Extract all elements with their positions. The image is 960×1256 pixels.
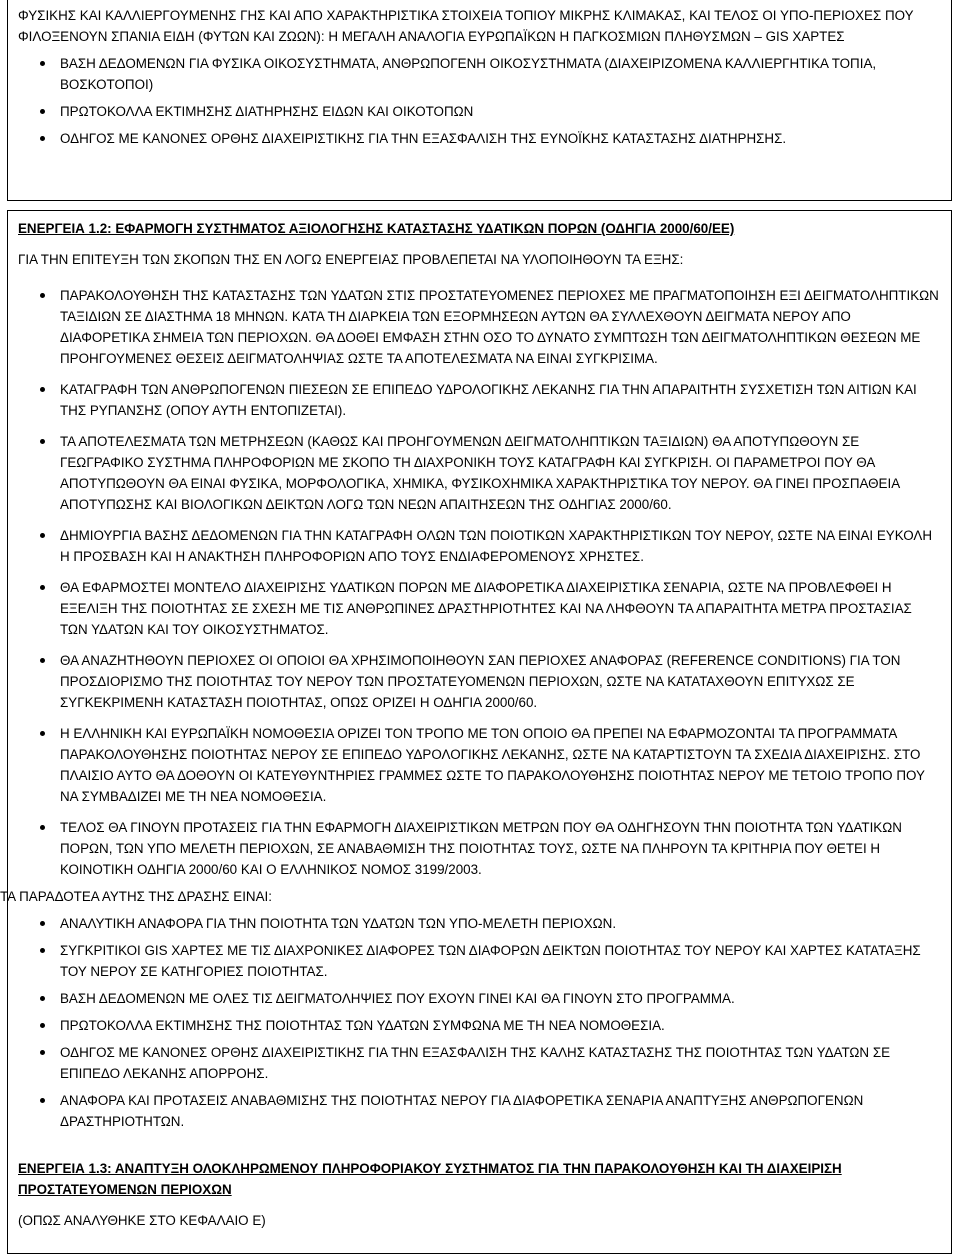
section-action-1-2 [0, 218, 942, 1132]
list-item: ΠΡΩΤΟΚΟΛΛΑ ΕΚΤΙΜΗΣΗΣ ΤΗΣ ΠΟΙΟΤΗΤΑΣ ΤΩΝ ΥΔΑΤΩΝ ΣΥΜΦΩΝΑ ΜΕ ΤΗ ΝΕΑ ΝΟΜΟΘΕΣΙΑ. [18, 1015, 942, 1036]
list-item: ΤΑ ΑΠΟΤΕΛΕΣΜΑΤΑ ΤΩΝ ΜΕΤΡΗΣΕΩΝ (ΚΑΘΩΣ ΚΑΙ ΠΡΟΗΓΟΥΜΕΝΩΝ ΔΕΙΓΜΑΤΟΛΗΠΤΙΚΩΝ ΤΑΞΙΔΙΩΝ) ΘΑ ΑΠΟΤΥΠΩΘΟΥΝ ΣΕ ΓΕΩΓΡΑΦΙΚΟ ΣΥΣΤΗΜΑ ΠΛΗΡΟΦΟΡΙΩΝ ΜΕ ΣΚΟΠΟ ΤΗ ΔΙΑΧΡΟΝΙΚΗ ΤΟΥΣ ΚΑΤΑΓΡΑΦΗ ΚΑΙ ΣΥΓΚΡΙΣΗ. ΟΙ ΠΑΡΑΜΕΤΡΟΙ ΠΟΥ ΘΑ ΑΠΟΤΥΠΩΘΟΥΝ ΘΑ ΕΙΝΑΙ ΦΥΣΙΚΑ, ΜΟΡΦΟΛΟΓΙΚΑ, ΧΗΜΙΚΑ, ΦΥΣΙΚΟΧΗΜΙΚΑ ΧΑΡΑΚΤΗΡΙΣΤΙΚΑ ΤΟΥ ΝΕΡΟΥ. ΘΑ ΓΙΝΕΙ ΠΡΟΣΠΑΘΕΙΑ ΑΠΟΤΥΠΩΣΗΣ ΚΑΙ ΒΙΟΛΟΓΙΚΩΝ ΔΕΙΚΤΩΝ ΛΟΓΩ ΤΩΝ ΝΕΩΝ ΑΠΑΙΤΗΣΕΩΝ ΤΗΣ ΟΔΗΓΙΑΣ 2000/60. [18, 431, 942, 515]
list-item: ΑΝΑΛΥΤΙΚΗ ΑΝΑΦΟΡΑ ΓΙΑ ΤΗΝ ΠΟΙΟΤΗΤΑ ΤΩΝ ΥΔΑΤΩΝ ΤΩΝ ΥΠΟ-ΜΕΛΕΤΗ ΠΕΡΙΟΧΩΝ. [18, 913, 942, 934]
list-item: ΔΗΜΙΟΥΡΓΙΑ ΒΑΣΗΣ ΔΕΔΟΜΕΝΩΝ ΓΙΑ ΤΗΝ ΚΑΤΑΓΡΑΦΗ ΟΛΩΝ ΤΩΝ ΠΟΙΟΤΙΚΩΝ ΧΑΡΑΚΤΗΡΙΣΤΙΚΩΝ ΤΟΥ ΝΕΡΟΥ, ΩΣΤΕ ΝΑ ΕΙΝΑΙ ΕΥΚΟΛΗ Η ΠΡΟΣΒΑΣΗ ΚΑΙ Η ΑΝΑΚΤΗΣΗ ΠΛΗΡΟΦΟΡΙΩΝ ΑΠΟ ΤΟΥΣ ΕΝΔΙΑΦΕΡΟΜΕΝΟΥΣ ΧΡΗΣΤΕΣ. [18, 525, 942, 567]
list-item: ΘΑ ΑΝΑΖΗΤΗΘΟΥΝ ΠΕΡΙΟΧΕΣ ΟΙ ΟΠΟΙΟΙ ΘΑ ΧΡΗΣΙΜΟΠΟΙΗΘΟΥΝ ΣΑΝ ΠΕΡΙΟΧΕΣ ΑΝΑΦΟΡΑΣ (REFERENCE CONDITIONS) ΓΙΑ ΤΟΝ ΠΡΟΣΔΙΟΡΙΣΜΟ ΤΗΣ ΠΟΙΟΤΗΤΑΣ ΤΟΥ ΝΕΡΟΥ ΤΩΝ ΠΡΟΣΤΑΤΕΥΟΜΕΝΩΝ ΠΕΡΙΟΧΩΝ, ΩΣΤΕ ΝΑ ΚΑΤΑΤΑΧΘΟΥΝ ΕΠΙΤΥΧΩΣ ΣΕ ΣΥΓΚΕΚΡΙΜΕΝΗ ΚΑΤΑΣΤΑΣΗ ΠΟΙΟΤΗΤΑΣ, ΟΠΩΣ ΟΡΙΖΕΙ Η ΟΔΗΓΙΑ 2000/60. [18, 650, 942, 713]
section-note: (ΟΠΩΣ ΑΝΑΛΥΘΗΚΕ ΣΤΟ ΚΕΦΑΛΑΙΟ Ε) [18, 1213, 266, 1228]
list-item: ΒΑΣΗ ΔΕΔΟΜΕΝΩΝ ΜΕ ΟΛΕΣ ΤΙΣ ΔΕΙΓΜΑΤΟΛΗΨΙΕΣ ΠΟΥ ΕΧΟΥΝ ΓΙΝΕΙ ΚΑΙ ΘΑ ΓΙΝΟΥΝ ΣΤΟ ΠΡΟΓΡΑΜΜΑ. [18, 988, 942, 1009]
action-bullet-list [18, 285, 942, 880]
top-bullet-list [18, 53, 942, 149]
list-item: ΚΑΤΑΓΡΑΦΗ ΤΩΝ ΑΝΘΡΩΠΟΓΕΝΩΝ ΠΙΕΣΕΩΝ ΣΕ ΕΠΙΠΕΔΟ ΥΔΡΟΛΟΓΙΚΗΣ ΛΕΚΑΝΗΣ ΓΙΑ ΤΗΝ ΑΠΑΡΑΙΤΗΤΗ ΣΥΣΧΕΤΙΣΗ ΤΩΝ ΑΙΤΙΩΝ ΚΑΙ ΤΗΣ ΡΥΠΑΝΣΗΣ (ΟΠΟΥ ΑΥΤΗ ΕΝΤΟΠΙΖΕΤΑΙ). [18, 379, 942, 421]
intro-paragraph: ΦΥΣΙΚΗΣ ΚΑΙ ΚΑΛΛΙΕΡΓΟΥΜΕΝΗΣ ΓΗΣ ΚΑΙ ΑΠΟ ΧΑΡΑΚΤΗΡΙΣΤΙΚΑ ΣΤΟΙΧΕΙΑ ΤΟΠΙΟΥ ΜΙΚΡΗΣ ΚΛΙΜΑΚΑΣ, ΚΑΙ ΤΕΛΟΣ ΟΙ ΥΠΟ-ΠΕΡΙΟΧΕΣ ΠΟΥ ΦΙΛΟΞΕΝΟΥΝ ΣΠΑΝΙΑ ΕΙΔΗ (ΦΥΤΩΝ ΚΑΙ ΖΩΩΝ): Η ΜΕΓΑΛΗ ΑΝΑΛΟΓΙΑ ΕΥΡΩΠΑΪΚΩΝ Η ΠΑΓΚΟΣΜΙΩΝ ΠΛΗΘΥΣΜΩΝ – GIS ΧΑΡΤΕΣ [18, 8, 914, 44]
list-item: ΠΡΩΤΟΚΟΛΛΑ ΕΚΤΙΜΗΣΗΣ ΔΙΑΤΗΡΗΣΗΣ ΕΙΔΩΝ ΚΑΙ ΟΙΚΟΤΟΠΩΝ [18, 101, 942, 122]
list-item: ΟΔΗΓΟΣ ΜΕ ΚΑΝΟΝΕΣ ΟΡΘΗΣ ΔΙΑΧΕΙΡΙΣΤΙΚΗΣ ΓΙΑ ΤΗΝ ΕΞΑΣΦΑΛΙΣΗ ΤΗΣ ΚΑΛΗΣ ΚΑΤΑΣΤΑΣΗΣ ΤΗΣ ΠΟΙΟΤΗΤΑΣ ΤΩΝ ΥΔΑΤΩΝ ΣΕ ΕΠΙΠΕΔΟ ΛΕΚΑΝΗΣ ΑΠΟΡΡΟΗΣ. [18, 1042, 942, 1084]
list-item: ΒΑΣΗ ΔΕΔΟΜΕΝΩΝ ΓΙΑ ΦΥΣΙΚΑ ΟΙΚΟΣΥΣΤΗΜΑΤΑ, ΑΝΘΡΩΠΟΓΕΝΗ ΟΙΚΟΣΥΣΤΗΜΑΤΑ (ΔΙΑΧΕΙΡΙΖΟΜΕΝΑ ΚΑΛΛΙΕΡΓΗΤΙΚΑ ΤΟΠΙΑ, ΒΟΣΚΟΤΟΠΟΙ) [18, 53, 942, 95]
list-item: Η ΕΛΛΗΝΙΚΗ ΚΑΙ ΕΥΡΩΠΑΪΚΗ ΝΟΜΟΘΕΣΙΑ ΟΡΙΖΕΙ ΤΟΝ ΤΡΟΠΟ ΜΕ ΤΟΝ ΟΠΟΙΟ ΘΑ ΠΡΕΠΕΙ ΝΑ ΕΦΑΡΜΟΖΟΝΤΑΙ ΤΑ ΠΡΟΓΡΑΜΜΑΤΑ ΠΑΡΑΚΟΛΟΥΘΗΣΗΣ ΠΟΙΟΤΗΤΑΣ ΝΕΡΟΥ ΣΕ ΕΠΙΠΕΔΟ ΥΔΡΟΛΟΓΙΚΗΣ ΛΕΚΑΝΗΣ, ΩΣΤΕ ΝΑ ΚΑΤΑΡΤΙΣΤΟΥΝ ΤΑ ΣΧΕΔΙΑ ΔΙΑΧΕΙΡΙΣΗΣ. ΣΤΟ ΠΛΑΙΣΙΟ ΑΥΤΟ ΘΑ ΔΟΘΟΥΝ ΟΙ ΚΑΤΕΥΘΥΝΤΗΡΙΕΣ ΓΡΑΜΜΕΣ ΩΣΤΕ ΤΟ ΠΑΡΑΚΟΛΟΥΘΗΣΗΣ ΠΟΙΟΤΗΤΑΣ ΝΕΡΟΥ ΜΕ ΤΕΤΟΙΟ ΤΡΟΠΟ ΠΟΥ ΝΑ ΣΥΜΒΑΔΙΖΕΙ ΜΕ ΤΗ ΝΕΑ ΝΟΜΟΘΕΣΙΑ. [18, 723, 942, 807]
section-action-1-3 [18, 1158, 942, 1231]
list-item: ΣΥΓΚΡΙΤΙΚΟΙ GIS ΧΑΡΤΕΣ ΜΕ ΤΙΣ ΔΙΑΧΡΟΝΙΚΕΣ ΔΙΑΦΟΡΕΣ ΤΩΝ ΔΙΑΦΟΡΩΝ ΔΕΙΚΤΩΝ ΠΟΙΟΤΗΤΑΣ ΤΟΥ ΝΕΡΟΥ ΚΑΙ ΧΑΡΤΕΣ ΚΑΤΑΤΑΞΗΣ ΤΟΥ ΝΕΡΟΥ ΣΕ ΚΑΤΗΓΟΡΙΕΣ ΠΟΙΟΤΗΤΑΣ. [18, 940, 942, 982]
deliverables-list [18, 913, 942, 1132]
list-item: ΘΑ ΕΦΑΡΜΟΣΤΕΙ ΜΟΝΤΕΛΟ ΔΙΑΧΕΙΡΙΣΗΣ ΥΔΑΤΙΚΩΝ ΠΟΡΩΝ ΜΕ ΔΙΑΦΟΡΕΤΙΚΑ ΔΙΑΧΕΙΡΙΣΤΙΚΑ ΣΕΝΑΡΙΑ, ΩΣΤΕ ΝΑ ΠΡΟΒΛΕΦΘΕΙ Η ΕΞΕΛΙΞΗ ΤΗΣ ΠΟΙΟΤΗΤΑΣ ΣΕ ΣΧΕΣΗ ΜΕ ΤΙΣ ΑΝΘΡΩΠΙΝΕΣ ΔΡΑΣΤΗΡΙΟΤΗΤΕΣ ΚΑΙ ΝΑ ΛΗΦΘΟΥΝ ΤΑ ΑΠΑΡΑΙΤΗΤΑ ΜΕΤΡΑ ΠΡΟΣΤΑΣΙΑΣ ΤΩΝ ΥΔΑΤΩΝ ΚΑΙ ΤΟΥ ΟΙΚΟΣΥΣΤΗΜΑΤΟΣ. [18, 577, 942, 640]
deliverables-intro: ΤΑ ΠΑΡΑΔΟΤΕΑ ΑΥΤΗΣ ΤΗΣ ΔΡΑΣΗΣ ΕΙΝΑΙ: [0, 889, 272, 904]
list-item: ΤΕΛΟΣ ΘΑ ΓΙΝΟΥΝ ΠΡΟΤΑΣΕΙΣ ΓΙΑ ΤΗΝ ΕΦΑΡΜΟΓΗ ΔΙΑΧΕΙΡΙΣΤΙΚΩΝ ΜΕΤΡΩΝ ΠΟΥ ΘΑ ΟΔΗΓΗΣΟΥΝ ΤΗΝ ΠΟΙΟΤΗΤΑ ΤΩΝ ΥΔΑΤΙΚΩΝ ΠΟΡΩΝ, ΤΩΝ ΥΠΟ ΜΕΛΕΤΗ ΠΕΡΙΟΧΩΝ, ΣΕ ΑΝΑΒΑΘΜΙΣΗ ΤΗΣ ΠΟΙΟΤΗΤΑΣ ΤΟΥΣ, ΩΣΤΕ ΝΑ ΠΛΗΡΟΥΝ ΤΑ ΚΡΙΤΗΡΙΑ ΠΟΥ ΘΕΤΕΙ Η ΚΟΙΝΟΤΙΚΗ ΟΔΗΓΙΑ 2000/60 ΚΑΙ Ο ΕΛΛΗΝΙΚΟΣ ΝΟΜΟΣ 3199/2003. [18, 817, 942, 880]
section-top [18, 5, 942, 149]
section-heading: ΕΝΕΡΓΕΙΑ 1.2: ΕΦΑΡΜΟΓΗ ΣΥΣΤΗΜΑΤΟΣ ΑΞΙΟΛΟΓΗΣΗΣ ΚΑΤΑΣΤΑΣΗΣ ΥΔΑΤΙΚΩΝ ΠΟΡΩΝ (ΟΔΗΓΙΑ 2000/60/ΕΕ) [18, 221, 735, 236]
section-heading: ΕΝΕΡΓΕΙΑ 1.3: ΑΝΑΠΤΥΞΗ ΟΛΟΚΛΗΡΩΜΕΝΟΥ ΠΛΗΡΟΦΟΡΙΑΚΟΥ ΣΥΣΤΗΜΑΤΟΣ ΓΙΑ ΤΗΝ ΠΑΡΑΚΟΛΟΥΘΗΣΗ ΚΑΙ ΤΗ ΔΙΑΧΕΙΡΙΣΗ ΠΡΟΣΤΑΤΕΥΟΜΕΝΩΝ ΠΕΡΙΟΧΩΝ [18, 1161, 842, 1197]
section-intro: ΓΙΑ ΤΗΝ ΕΠΙΤΕΥΞΗ ΤΩΝ ΣΚΟΠΩΝ ΤΗΣ ΕΝ ΛΟΓΩ ΕΝΕΡΓΕΙΑΣ ΠΡΟΒΛΕΠΕΤΑΙ ΝΑ ΥΛΟΠΟΙΗΘΟΥΝ ΤΑ ΕΞΗΣ: [18, 252, 684, 267]
list-item: ΠΑΡΑΚΟΛΟΥΘΗΣΗ ΤΗΣ ΚΑΤΑΣΤΑΣΗΣ ΤΩΝ ΥΔΑΤΩΝ ΣΤΙΣ ΠΡΟΣΤΑΤΕΥΟΜΕΝΕΣ ΠΕΡΙΟΧΕΣ ΜΕ ΠΡΑΓΜΑΤΟΠΟΙΗΣΗ ΕΞΙ ΔΕΙΓΜΑΤΟΛΗΠΤΙΚΩΝ ΤΑΞΙΔΙΩΝ ΣΕ ΔΙΑΣΤΗΜΑ 18 ΜΗΝΩΝ. ΚΑΤΑ ΤΗ ΔΙΑΡΚΕΙΑ ΤΩΝ ΕΞΟΡΜΗΣΕΩΝ ΑΥΤΩΝ ΘΑ ΣΥΛΛΕΧΘΟΥΝ ΔΕΙΓΜΑΤΑ ΝΕΡΟΥ ΑΠΟ ΔΙΑΦΟΡΕΤΙΚΑ ΣΗΜΕΙΑ ΤΩΝ ΠΕΡΙΟΧΩΝ. ΘΑ ΔΟΘΕΙ ΕΜΦΑΣΗ ΣΤΗΝ ΟΣΟ ΤΟ ΔΥΝΑΤΟ ΣΥΜΠΤΩΣΗ ΤΩΝ ΔΕΙΓΜΑΤΟΛΗΠΤΙΚΩΝ ΘΕΣΕΩΝ ΜΕ ΠΡΟΗΓΟΥΜΕΝΕΣ ΘΕΣΕΙΣ ΔΕΙΓΜΑΤΟΛΗΨΙΑΣ ΩΣΤΕ ΤΑ ΑΠΟΤΕΛΕΣΜΑΤΑ ΝΑ ΕΙΝΑΙ ΣΥΓΚΡΙΣΙΜΑ. [18, 285, 942, 369]
list-item: ΑΝΑΦΟΡΑ ΚΑΙ ΠΡΟΤΑΣΕΙΣ ΑΝΑΒΑΘΜΙΣΗΣ ΤΗΣ ΠΟΙΟΤΗΤΑΣ ΝΕΡΟΥ ΓΙΑ ΔΙΑΦΟΡΕΤΙΚΑ ΣΕΝΑΡΙΑ ΑΝΑΠΤΥΞΗΣ ΑΝΘΡΩΠΟΓΕΝΩΝ ΔΡΑΣΤΗΡΙΟΤΗΤΩΝ. [18, 1090, 942, 1132]
list-item: ΟΔΗΓΟΣ ΜΕ ΚΑΝΟΝΕΣ ΟΡΘΗΣ ΔΙΑΧΕΙΡΙΣΤΙΚΗΣ ΓΙΑ ΤΗΝ ΕΞΑΣΦΑΛΙΣΗ ΤΗΣ ΕΥΝΟΪΚΗΣ ΚΑΤΑΣΤΑΣΗΣ ΔΙΑΤΗΡΗΣΗΣ. [18, 128, 942, 149]
